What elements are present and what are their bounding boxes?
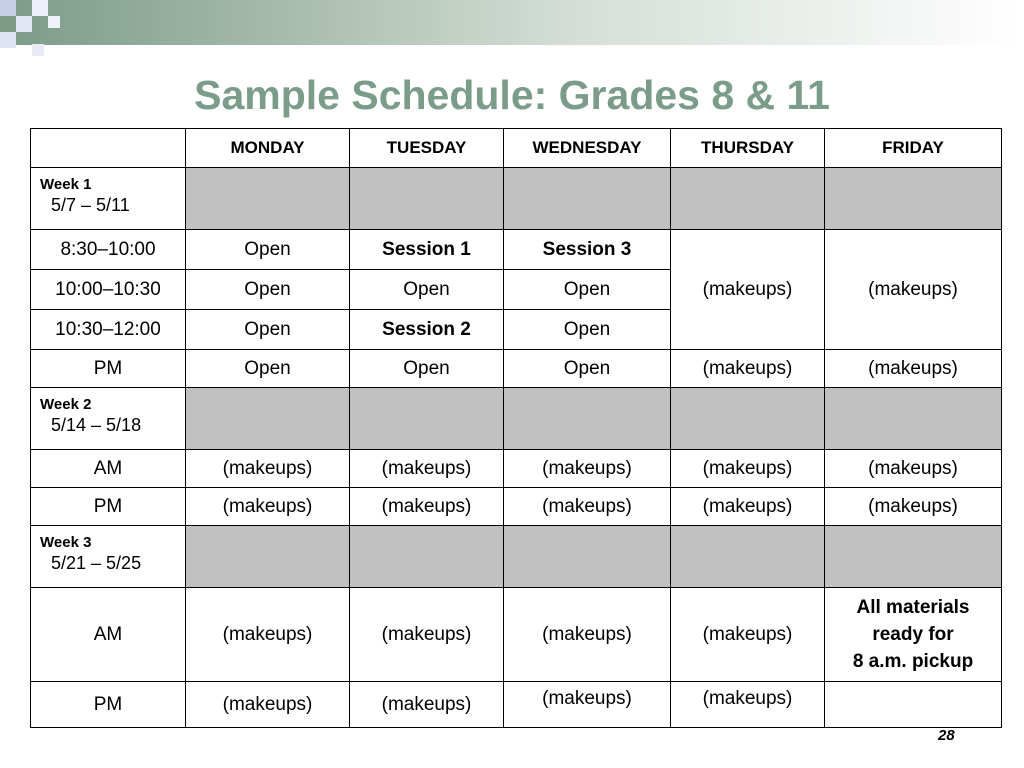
cell: (makeups) xyxy=(504,682,671,728)
week-dates: 5/21 – 5/25 xyxy=(51,553,142,573)
header-row xyxy=(31,129,1002,168)
week-dates: 5/14 – 5/18 xyxy=(51,415,142,435)
gray-cell xyxy=(350,388,504,450)
cell: Open xyxy=(186,230,350,270)
gray-cell xyxy=(504,526,671,588)
pickup-note-line: All materials xyxy=(856,597,970,618)
cell: (makeups) xyxy=(671,350,825,388)
gray-cell xyxy=(186,526,350,588)
time-cell: 10:30–12:00 xyxy=(31,310,186,350)
cell: (makeups) xyxy=(825,488,1002,526)
header-band xyxy=(0,0,1024,45)
empty-cell xyxy=(825,682,1002,728)
gray-cell xyxy=(504,168,671,230)
cell: (makeups) xyxy=(671,450,825,488)
gray-cell xyxy=(671,526,825,588)
table-row xyxy=(31,488,1002,526)
cell: (makeups) xyxy=(671,588,825,682)
cell: (makeups) xyxy=(350,488,504,526)
week-2-label-cell xyxy=(31,388,186,450)
week-1-label-cell xyxy=(31,168,186,230)
cell: (makeups) xyxy=(504,450,671,488)
friday-merged-cell: (makeups) xyxy=(825,230,1002,350)
cell: Open xyxy=(186,270,350,310)
week-label: Week 2 xyxy=(40,396,92,413)
week-2-row xyxy=(31,388,1002,450)
gray-cell xyxy=(186,388,350,450)
week-label: Week 1 xyxy=(40,176,92,193)
pickup-note-line: 8 a.m. pickup xyxy=(852,651,974,672)
week-3-row xyxy=(31,526,1002,588)
schedule-table xyxy=(30,128,1002,728)
cell: (makeups) xyxy=(186,488,350,526)
time-cell: 10:00–10:30 xyxy=(31,270,186,310)
table-row xyxy=(31,350,1002,388)
cell: (makeups) xyxy=(504,488,671,526)
cell: (makeups) xyxy=(186,588,350,682)
header-corner xyxy=(31,129,186,168)
cell: Open xyxy=(350,270,504,310)
time-cell: 8:30–10:00 xyxy=(31,230,186,270)
thursday-merged-cell: (makeups) xyxy=(671,230,825,350)
cell: (makeups) xyxy=(671,488,825,526)
pickup-note-line: ready for xyxy=(872,624,954,645)
cell: (makeups) xyxy=(350,682,504,728)
cell: Open xyxy=(504,310,671,350)
header-friday: FRIDAY xyxy=(825,129,1002,168)
time-cell: AM xyxy=(31,450,186,488)
header-thursday: THURSDAY xyxy=(671,129,825,168)
cell: Open xyxy=(504,350,671,388)
decor-square-5 xyxy=(48,16,60,28)
table-row xyxy=(31,682,1002,728)
cell: (makeups) xyxy=(825,350,1002,388)
session-cell: Session 1 xyxy=(350,230,504,270)
week-dates: 5/7 – 5/11 xyxy=(51,195,130,215)
table-row xyxy=(31,450,1002,488)
table-row xyxy=(31,230,1002,270)
slide-title: Sample Schedule: Grades 8 & 11 xyxy=(194,72,830,118)
time-cell: PM xyxy=(31,682,186,728)
header-monday: MONDAY xyxy=(186,129,350,168)
week-1-row xyxy=(31,168,1002,230)
cell: Open xyxy=(504,270,671,310)
gray-cell xyxy=(350,526,504,588)
cell: (makeups) xyxy=(825,450,1002,488)
cell: (makeups) xyxy=(350,450,504,488)
page-number: 28 xyxy=(938,727,955,744)
gray-cell xyxy=(825,168,1002,230)
decor-square-3 xyxy=(0,32,16,48)
gray-cell xyxy=(504,388,671,450)
cell: Open xyxy=(186,310,350,350)
cell: (makeups) xyxy=(350,588,504,682)
pickup-note-cell xyxy=(825,588,1002,682)
gray-cell xyxy=(825,526,1002,588)
decor-square-4 xyxy=(32,0,48,16)
time-cell: AM xyxy=(31,588,186,682)
week-label: Week 3 xyxy=(40,534,92,551)
cell: (makeups) xyxy=(186,450,350,488)
cell: (makeups) xyxy=(671,682,825,728)
decor-square-6 xyxy=(32,44,44,56)
header-tuesday: TUESDAY xyxy=(350,129,504,168)
cell: (makeups) xyxy=(504,588,671,682)
gray-cell xyxy=(671,388,825,450)
week-3-label-cell xyxy=(31,526,186,588)
gray-cell xyxy=(350,168,504,230)
table-row xyxy=(31,588,1002,682)
gray-cell xyxy=(186,168,350,230)
gray-cell xyxy=(825,388,1002,450)
cell: (makeups) xyxy=(186,682,350,728)
session-cell: Session 2 xyxy=(350,310,504,350)
time-cell: PM xyxy=(31,350,186,388)
cell: Open xyxy=(350,350,504,388)
gray-cell xyxy=(671,168,825,230)
decor-square-1 xyxy=(0,0,16,16)
time-cell: PM xyxy=(31,488,186,526)
cell: Open xyxy=(186,350,350,388)
decor-square-2 xyxy=(16,16,32,32)
session-cell: Session 3 xyxy=(504,230,671,270)
header-wednesday: WEDNESDAY xyxy=(504,129,671,168)
